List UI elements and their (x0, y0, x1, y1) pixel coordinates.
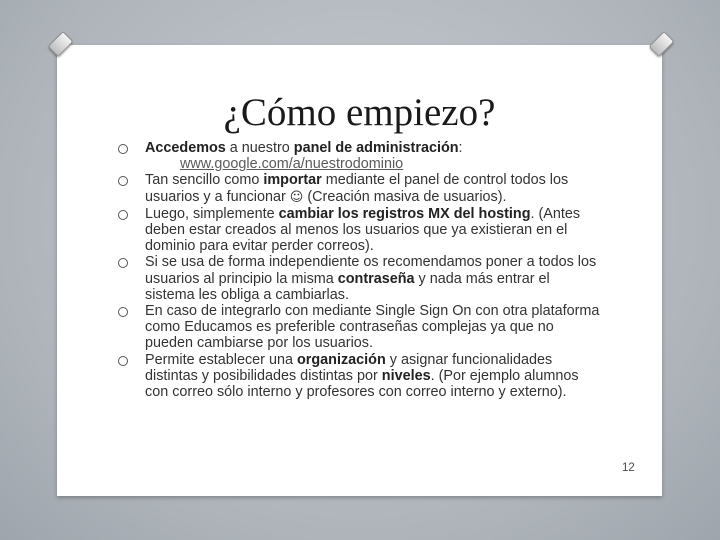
text: Tan sencillo como (145, 172, 264, 189)
text: . (Por ejemplo alumnos con correo sólo interno y profesores con correo interno y externo). (145, 367, 579, 401)
bold-text: panel de administración (293, 140, 459, 156)
bold-text: cambiar los registros MX del hosting (278, 205, 531, 222)
bullet-text (145, 140, 463, 156)
bullet-circle-icon (118, 144, 128, 154)
bullet-item (118, 303, 603, 352)
bullet-item (118, 254, 603, 303)
text: . (Antes deben estar creados al menos los usuarios que ya existieran en el dominio para evitar perder correos). (145, 205, 581, 255)
slide-title: ¿Cómo empiezo? (223, 91, 496, 134)
bullet-list (118, 140, 603, 400)
text: : (458, 140, 463, 156)
bullet-item (118, 206, 603, 255)
bullet-circle-icon (118, 307, 128, 317)
text: mediante el panel de control todos los usuarios y a funcionar (145, 172, 569, 205)
bullet-text (145, 172, 568, 204)
bold-text: organización (296, 351, 386, 368)
bullet-text (145, 303, 599, 351)
admin-panel-link[interactable]: www.google.com/a/nuestrodominio (180, 156, 404, 173)
bold-text: importar (263, 172, 322, 189)
bold-text: Accedemos (145, 140, 226, 156)
bullet-text (145, 352, 579, 400)
text: Permite establecer una (145, 351, 297, 368)
bullet-circle-icon (118, 356, 128, 366)
bullet-item (118, 140, 603, 156)
text: (Creación masiva de usuarios). (303, 188, 507, 205)
text: a nuestro (225, 140, 294, 156)
text: y asignar funcionalidades distintas y posibilidades distintas por (145, 351, 553, 384)
bullet-circle-icon (118, 210, 128, 220)
text: y nada más entrar el sistema les obliga a cambiarlas. (145, 270, 550, 303)
bullet-text (145, 254, 596, 302)
bold-text: niveles (381, 367, 431, 384)
text: Si se usa de forma independiente os recomendamos poner a todos los usuarios al principio la misma (145, 254, 597, 287)
bullet-item (118, 352, 603, 401)
text: Luego, simplemente (145, 205, 279, 222)
page-number: 12 (622, 462, 635, 474)
smiley-icon: ☺ (289, 189, 304, 205)
text: En caso de integrarlo con mediante Single Sign On con otra plataforma como Educamos es preferible contraseñas complejas ya que no pueden cambiarse por los usuarios. (145, 303, 600, 352)
bullet-circle-icon (118, 176, 128, 186)
bold-text: contraseña (337, 270, 415, 287)
bullet-text (145, 206, 580, 254)
bullet-circle-icon (118, 258, 128, 268)
bullet-item (118, 172, 603, 205)
